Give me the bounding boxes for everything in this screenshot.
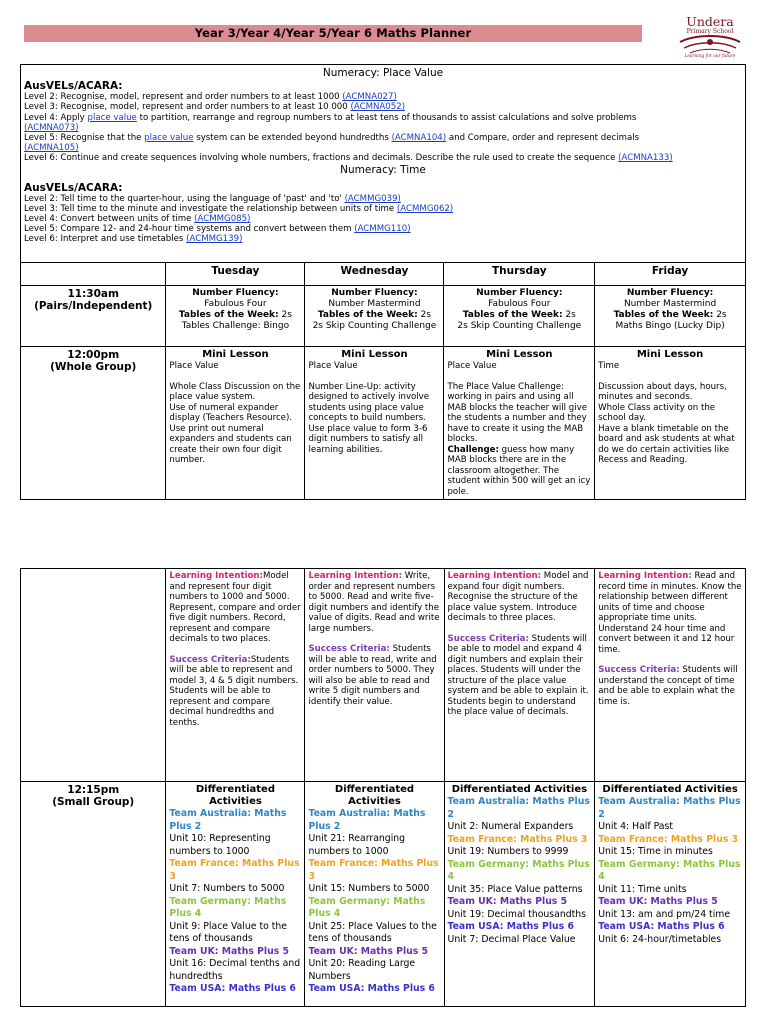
team-unit: Unit 7: Numbers to 5000: [169, 883, 285, 894]
curriculum-link[interactable]: (ACMMG139): [186, 234, 243, 245]
learning-intention-text: Read and record time in minutes. Know the relationship between different units of time and choose appropriate time units. Understand 24 hour time and convert between it and 12 hour time.: [598, 571, 742, 655]
success-criteria: [448, 634, 592, 718]
learning-intention-label: Learning Intention:: [308, 571, 403, 581]
school-logo: [676, 12, 744, 62]
logo-motto: Learning for our future: [684, 54, 736, 59]
planner-table-top: [20, 64, 746, 500]
time-slot-1215: [21, 782, 166, 1007]
intention-cell: [444, 569, 595, 782]
tables-challenge: 2s Skip Counting Challenge: [457, 321, 582, 331]
curriculum-line: [24, 214, 742, 224]
curriculum-link[interactable]: place value: [144, 132, 194, 143]
learning-intention-text: Model and expand four digit numbers. Recognise the structure of the place value system. Introduce decimals to three places.: [447, 571, 589, 623]
success-criteria-text: Students will be able to represent and model 3, 4 & 5 digit numbers. Students will be able to represent and compare decimal hundredths and tenths.: [169, 654, 299, 728]
team-label: Team Germany: Maths Plus 4: [598, 858, 741, 882]
team-unit: Unit 11: Time units: [598, 883, 687, 895]
success-criteria-text: Students will understand the concept of time and be able to explain what the time is.: [598, 665, 738, 707]
slot-mode: (Small Group): [52, 796, 135, 809]
mini-lesson-cell: [166, 347, 305, 500]
spacer: [308, 634, 440, 644]
fluency-cell: [444, 286, 595, 347]
fluency-activity: Fabulous Four: [204, 299, 267, 309]
mini-lesson-heading: Mini Lesson: [341, 349, 408, 360]
place-value-heading: Numeracy: Place Value: [322, 67, 444, 79]
slot-mode: (Whole Group): [50, 361, 137, 374]
line-text: Level 4: Convert between units of time: [24, 214, 195, 225]
curriculum-line: [24, 204, 742, 214]
mini-lesson-heading: Mini Lesson: [636, 349, 704, 360]
team-unit: Unit 19: Decimal thousandths: [447, 908, 587, 920]
planner-table-bottom: [20, 568, 746, 1007]
team-label: Team Australia: Maths Plus 2: [308, 808, 426, 832]
time-slot-1200: [21, 347, 166, 500]
curriculum-link[interactable]: (ACMNA105): [24, 143, 79, 154]
curriculum-link[interactable]: place value: [87, 112, 137, 123]
team-unit: Unit 2: Numeral Expanders: [447, 821, 574, 832]
success-criteria-label: Success Criteria:: [598, 665, 680, 675]
team-unit: Unit 35: Place Value patterns: [447, 883, 583, 895]
spacer: [308, 372, 440, 382]
tables-value: 2s: [713, 310, 727, 320]
curriculum-line: [24, 123, 742, 133]
line-text: to partition, rearrange and regroup numbers to at least tens of thousands to assist calculations and solve problems: [136, 112, 637, 123]
team-label: Team UK: Maths Plus 5: [598, 896, 718, 907]
team-label: Team Australia: Maths Plus 2: [598, 796, 741, 820]
team-label: Team Germany: Maths Plus 4: [447, 858, 590, 882]
team-label: Team USA: Maths Plus 6: [447, 921, 574, 932]
fluency-activity: Number Mastermind: [623, 299, 717, 309]
fluency-cell: [166, 286, 305, 347]
tables-value: 2s: [562, 310, 576, 320]
learning-intention-label: Learning Intention:: [598, 571, 692, 581]
mini-lesson-cell: [305, 347, 444, 500]
mini-lesson-cell: [595, 347, 746, 500]
intention-cell: [305, 569, 444, 782]
curriculum-line: [24, 234, 742, 244]
lesson-description: The Place Value Challenge: working in pairs and using all MAB blocks the teacher will give the students a number and they have to create it using the MAB blocks.: [447, 381, 588, 444]
fluency-cell: [305, 286, 444, 347]
tables-challenge: Tables Challenge: Bingo: [181, 321, 290, 331]
curriculum-line: [24, 224, 742, 234]
curriculum-line: [24, 133, 742, 143]
curriculum-line: [24, 153, 742, 163]
lesson-description: Whole Class Discussion on the place value system. Use of numeral expander display (Teachers Resource). Use print out numeral expanders and students can create their own four digit number.: [169, 381, 301, 465]
curriculum-link[interactable]: (ACMMG085): [194, 214, 251, 225]
day-header: Thursday: [444, 263, 595, 286]
line-text: Level 6: Interpret and use timetables: [24, 234, 187, 245]
curriculum-link[interactable]: (ACMMG039): [344, 193, 401, 204]
logo-subtitle: Primary School: [686, 28, 734, 35]
time-slot-1130: [21, 286, 166, 347]
team-unit: Unit 20: Reading Large Numbers: [308, 958, 416, 982]
tables-line: [169, 310, 301, 321]
intentions-blank-cell: [21, 569, 166, 782]
team-label: Team France: Maths Plus 3: [169, 858, 300, 882]
tables-label: Tables of the Week:: [178, 310, 279, 320]
challenge-text: guess how many MAB blocks there are in the classroom altogether. The student within 500 will get an icy pole.: [447, 444, 591, 497]
tables-challenge: Maths Bingo (Lucky Dip): [615, 321, 725, 331]
spacer: [169, 645, 301, 655]
team-unit: Unit 13: am and pm/24 time: [598, 908, 731, 920]
mini-lesson-cell: [444, 347, 595, 500]
fluency-activity: Number Mastermind: [328, 299, 421, 309]
team-label: Team USA: Maths Plus 6: [598, 921, 725, 932]
success-criteria-label: Success Criteria:: [169, 654, 251, 665]
differentiated-heading: Differentiated Activities: [334, 784, 415, 807]
team-label: Team France: Maths Plus 3: [447, 833, 588, 845]
fluency-label: Number Fluency:: [192, 288, 279, 298]
tables-line: [447, 310, 591, 321]
team-unit: Unit 15: Time in minutes: [598, 846, 713, 857]
line-text: Level 2: Recognise, model, represent and order numbers to at least 1000: [24, 92, 343, 103]
curriculum-line: [24, 102, 742, 112]
team-label: Team France: Maths Plus 3: [308, 858, 439, 882]
learning-intention-text: Write, order and represent numbers to 5000. Read and write five-digit numbers and identify the value of digits. Read and write large numbers.: [308, 571, 440, 634]
fluency-cell: [595, 286, 746, 347]
team-label: Team UK: Maths Plus 5: [169, 945, 289, 957]
curriculum-link[interactable]: (ACMNA133): [618, 153, 673, 164]
curriculum-link[interactable]: (ACMNA027): [342, 92, 397, 103]
differentiated-cell: [305, 782, 444, 1007]
spacer: [598, 655, 742, 665]
tables-line: [308, 310, 440, 321]
learning-intention-label: Learning Intention:: [169, 571, 263, 581]
curriculum-links: [21, 65, 746, 263]
time-heading: Numeracy: Time: [340, 163, 426, 176]
spacer: [448, 624, 592, 634]
line-text: Level 3: Recognise, model, represent and order numbers to at least 10 000: [24, 102, 351, 113]
lesson-description: Discussion about days, hours, minutes and seconds. Whole Class activity on the school day. Have a blank timetable on the board and ask students at what do we do certain activities like Recess and Reading.: [598, 381, 735, 465]
team-label: Team USA: Maths Plus 6: [308, 983, 435, 994]
differentiated-cell: [166, 782, 305, 1007]
lesson-topic: Place Value: [169, 361, 219, 371]
line-text: and Compare, order and represent decimals: [446, 132, 640, 143]
team-unit: Unit 21: Rearranging numbers to 1000: [308, 833, 406, 857]
line-text: system can be extended beyond hundredths: [193, 132, 392, 143]
ausvels-heading: AusVELs/ACARA:: [24, 181, 123, 194]
fluency-label: Number Fluency:: [626, 288, 714, 298]
differentiated-cell: [595, 782, 746, 1007]
mini-lesson-heading: Mini Lesson: [202, 349, 269, 360]
spacer: [447, 372, 591, 382]
line-text: Level 3: Tell time to the minute and investigate the relationship between units of time: [24, 203, 397, 214]
curriculum-link[interactable]: (ACMNA104): [391, 132, 447, 143]
tables-label: Tables of the Week:: [317, 310, 418, 320]
learning-intention: [448, 571, 592, 624]
line-text: Level 5: Compare 12- and 24-hour time systems and convert between them: [24, 224, 355, 235]
line-text: Level 5: Recognise that the: [24, 132, 145, 143]
team-label: Team Germany: Maths Plus 4: [308, 895, 426, 919]
slot-mode: (Pairs/Independent): [34, 300, 153, 313]
team-unit: Unit 16: Decimal tenths and hundredths: [169, 958, 301, 982]
team-unit: Unit 7: Decimal Place Value: [447, 933, 576, 945]
fluency-activity: Fabulous Four: [488, 299, 551, 309]
differentiated-cell: [444, 782, 595, 1007]
logo-name: Undera: [686, 14, 734, 29]
team-unit: Unit 9: Place Value to the tens of thousands: [169, 920, 288, 944]
spacer: [169, 372, 301, 382]
intention-cell: [595, 569, 746, 782]
success-criteria: [169, 655, 301, 729]
success-criteria-text: Students will be able to read, write and order numbers to 5000. They will also be able to read and write 5 digit numbers and identify their value.: [308, 644, 437, 707]
team-unit: Unit 15: Numbers to 5000: [308, 883, 430, 894]
spacer: [598, 372, 742, 382]
learning-intention: [169, 571, 301, 645]
page-title: Year 3/Year 4/Year 5/Year 6 Maths Planner: [24, 25, 642, 42]
tables-line: [598, 310, 742, 321]
challenge-line: [447, 445, 591, 498]
fluency-label: Number Fluency:: [476, 288, 563, 298]
learning-intention: [598, 571, 742, 655]
team-label: Team USA: Maths Plus 6: [169, 983, 296, 994]
curriculum-link[interactable]: (ACMMG062): [396, 203, 454, 214]
day-header: Tuesday: [166, 263, 305, 286]
lesson-description: Number Line-Up: activity designed to actively involve students using place value concepts to build numbers. Use place value to form 3-6 digit numbers to satisfy all learning abilities.: [308, 381, 430, 455]
team-label: Team Germany: Maths Plus 4: [169, 895, 287, 919]
fluency-label: Number Fluency:: [331, 288, 418, 298]
slot-time: 12:00pm: [67, 349, 120, 361]
learning-intention: [308, 571, 440, 634]
success-criteria: [308, 644, 440, 707]
tables-label: Tables of the Week:: [613, 310, 714, 320]
success-criteria-label: Success Criteria:: [308, 644, 390, 654]
team-label: Team France: Maths Plus 3: [598, 833, 739, 845]
curriculum-link[interactable]: (ACMNA052): [350, 102, 406, 113]
team-label: Team Australia: Maths Plus 2: [447, 796, 590, 820]
learning-intention-label: Learning Intention:: [447, 571, 542, 581]
lesson-topic: Time: [598, 361, 620, 371]
differentiated-heading: Differentiated Activities: [195, 784, 275, 807]
day-header: Friday: [595, 263, 746, 286]
line-text: Level 4: Apply: [24, 112, 88, 123]
mini-lesson-heading: Mini Lesson: [486, 349, 553, 360]
differentiated-heading: Differentiated Activities: [451, 784, 588, 795]
differentiated-heading: Differentiated Activities: [602, 784, 738, 795]
line-text: Level 2: Tell time to the quarter-hour, using the language of 'past' and 'to': [24, 193, 345, 204]
team-label: Team UK: Maths Plus 5: [447, 896, 568, 907]
team-unit: Unit 19: Numbers to 9999: [447, 846, 569, 857]
curriculum-line: [24, 194, 742, 204]
team-unit: Unit 10: Representing numbers to 1000: [169, 833, 271, 857]
curriculum-link[interactable]: (ACMMG110): [354, 224, 411, 235]
intention-cell: [166, 569, 305, 782]
tables-value: 2s: [417, 310, 431, 320]
success-criteria-text: Students will be able to model and expand 4 digit numbers and explain their places. Students will under the structure of the place value system and be able to explain it. Students begin to understand the place value of decimals.: [447, 633, 589, 717]
lesson-topic: Place Value: [447, 361, 497, 371]
tables-value: 2s: [278, 310, 292, 320]
learning-intention-text: Model and represent four digit numbers to 1000 and 5000. Represent, compare and order five digit numbers. Record, represent and compare decimals to two places.: [169, 571, 301, 644]
team-label: Team Australia: Maths Plus 2: [169, 808, 287, 832]
ausvels-heading: AusVELs/ACARA:: [24, 80, 123, 93]
success-criteria-label: Success Criteria:: [447, 633, 529, 644]
tables-challenge: 2s Skip Counting Challenge: [312, 321, 437, 331]
lesson-topic: Place Value: [308, 361, 358, 371]
line-text: Level 6: Continue and create sequences involving whole numbers, fractions and decimals. Describe the rule used to create the sequence: [24, 153, 619, 164]
curriculum-line: [24, 143, 742, 153]
corner-cell: [21, 263, 166, 286]
tables-label: Tables of the Week:: [462, 310, 563, 320]
team-unit: Unit 6: 24-hour/timetables: [598, 933, 722, 945]
curriculum-link[interactable]: (ACMNA073): [24, 122, 79, 133]
slot-time: 12:15pm: [67, 784, 120, 796]
success-criteria: [598, 665, 742, 707]
day-header: Wednesday: [305, 263, 444, 286]
curriculum-line: [24, 113, 742, 123]
team-unit: Unit 4: Half Past: [598, 821, 673, 832]
slot-time: 11:30am: [67, 288, 119, 300]
challenge-label: Challenge:: [447, 444, 499, 455]
team-unit: Unit 25: Place Values to the tens of thousands: [308, 920, 437, 944]
team-label: Team UK: Maths Plus 5: [308, 945, 429, 957]
curriculum-line: [24, 92, 742, 102]
